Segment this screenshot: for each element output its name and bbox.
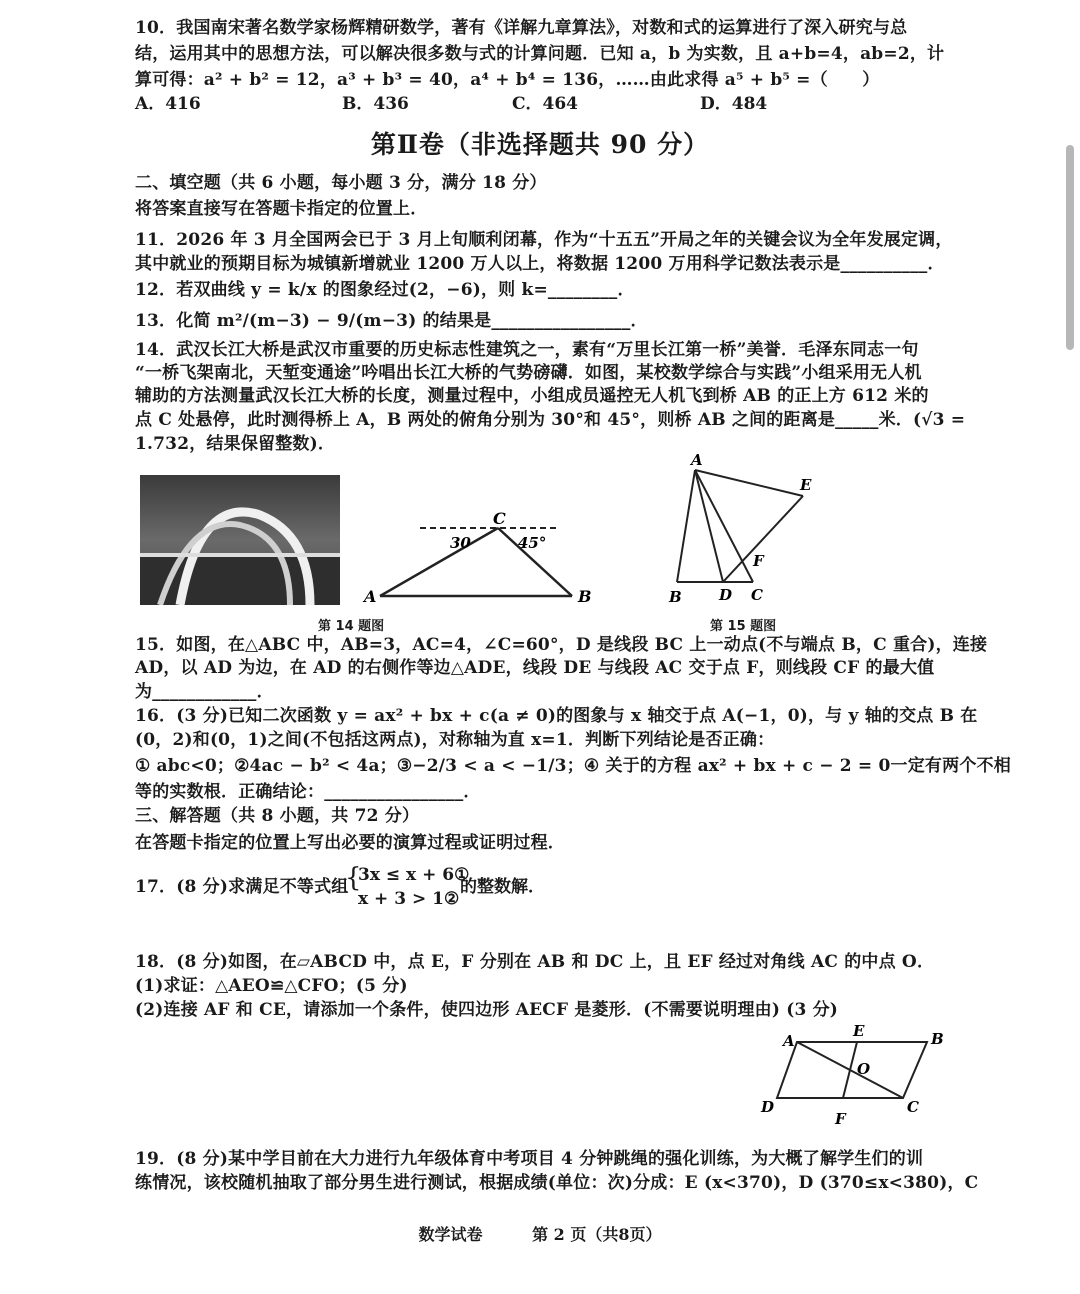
q10-option-a: A．416 — [135, 94, 201, 114]
fig18-label-a: A — [783, 1032, 795, 1050]
fig18-label-o: O — [857, 1060, 871, 1078]
fig14-angle-45: 45° — [518, 534, 547, 552]
q19-line1: 19．(8 分)某中学目前在大力进行九年级体育中考项目 4 分钟跳绳的强化训练，为大概了解学生们的训 — [135, 1149, 924, 1169]
fig15-label-a: A — [691, 451, 703, 469]
q16-line1: 16．(3 分)已知二次函数 y = ax² + bx + c(a ≠ 0)的图象与 x 轴交于点 A(−1，0)，与 y 轴的交点 B 在 — [135, 706, 978, 726]
fig15-caption: 第 15 题图 — [710, 619, 777, 634]
q11-line1: 11．2026 年 3 月全国两会已于 3 月上旬顺利闭幕，作为“十五五”开局之年的关键会议为全年发展定调， — [135, 230, 953, 250]
q10-option-b: B．436 — [342, 94, 409, 114]
footer-page-number: 第 2 页（共8页） — [532, 1225, 662, 1244]
q14-line3: 辅助的方法测量武汉长江大桥的长度，测量过程中，小组成员遥控无人机飞到桥 AB 的正上方 612 米的 — [135, 386, 929, 406]
q18-line2: (1)求证：△AEO≌△CFO；(5 分) — [135, 976, 408, 996]
fig15-label-b: B — [669, 588, 682, 606]
q12: 12．若双曲线 y = k/x 的图象经过(2，−6)，则 k=________． — [135, 280, 635, 300]
page-footer — [0, 1222, 1080, 1245]
q14-line5: 1.732，结果保留整数)． — [135, 434, 336, 454]
q14-line4: 点 C 处悬停，此时测得桥上 A，B 两处的俯角分别为 30°和 45°，则桥 AB 之间的距离是_____米．(√3 = — [135, 410, 966, 430]
fill-heading: 二、填空题（共 6 小题，每小题 3 分，满分 18 分） — [135, 173, 547, 193]
q10-line2: 结，运用其中的思想方法，可以解决很多数与式的计算问题．已知 a，b 为实数，且 a+b=4，ab=2，计 — [135, 44, 945, 64]
q14-line2: “一桥飞架南北，天堑变通途”吟唱出长江大桥的气势磅礴．如图，某校数学综合与实践”小组采用无人机 — [135, 363, 922, 383]
q17-inequality-2: x + 3 > 1② — [358, 889, 460, 909]
fig18-parallelogram — [755, 1020, 955, 1130]
fig15-label-e: E — [800, 476, 812, 494]
q17-prefix: 17．(8 分)求满足不等式组 — [135, 877, 349, 897]
q11-line2: 其中就业的预期目标为城镇新增就业 1200 万人以上，将数据 1200 万用科学记数法表示是__________． — [135, 254, 945, 274]
q10-option-d: D．484 — [700, 94, 768, 114]
section2-title: 第Ⅱ卷（非选择题共 90 分） — [370, 130, 710, 159]
q15-line1: 15．如图，在△ABC 中，AB=3，AC=4，∠C=60°，D 是线段 BC 上一动点(不与端点 B，C 重合)，连接 — [135, 635, 988, 655]
fig14-label-a: A — [364, 587, 377, 606]
fig15-label-c: C — [751, 586, 763, 604]
solve-heading: 三、解答题（共 8 小题，共 72 分） — [135, 806, 420, 826]
q17-inequality-1: 3x ≤ x + 6① — [358, 865, 470, 885]
fig18-label-e: E — [853, 1022, 865, 1040]
q15-line2: AD，以 AD 为边，在 AD 的右侧作等边△ADE，线段 DE 与线段 AC 交于点 F，则线段 CF 的最大值 — [135, 658, 935, 678]
q16-line3: ① abc<0；②4ac − b² < 4a；③−2/3 < a < −1/3；④ 关于的方程 ax² + bx + c − 2 = 0一定有两个不相 — [135, 756, 1011, 776]
fig18-label-f: F — [835, 1110, 846, 1128]
q17-suffix: 的整数解． — [460, 877, 545, 897]
fill-instruction: 将答案直接写在答题卡指定的位置上． — [135, 199, 428, 219]
fig14-triangle — [360, 510, 590, 610]
q16-line4: 等的实数根．正确结论：________________． — [135, 782, 481, 802]
fig18-label-d: D — [761, 1098, 775, 1116]
q10-line3: 算可得：a² + b² = 12，a³ + b³ = 40，a⁴ + b⁴ = 136，……由此求得 a⁵ + b⁵ =（ ） — [135, 70, 880, 90]
fig14-caption: 第 14 题图 — [318, 619, 385, 634]
q14-line1: 14．武汉长江大桥是武汉市重要的历史标志性建筑之一，素有“万里长江第一桥”美誉．毛泽东同志一句 — [135, 340, 919, 360]
fig15-label-d: D — [719, 586, 733, 604]
solve-instruction: 在答题卡指定的位置上写出必要的演算过程或证明过程． — [135, 833, 565, 853]
q16-line2: (0，2)和(0，1)之间(不包括这两点)，对称轴为直 x=1．判断下列结论是否正确： — [135, 730, 775, 750]
fig18-label-b: B — [931, 1030, 944, 1048]
q15-line3: 为____________． — [135, 682, 274, 702]
bridge-photo — [140, 475, 340, 605]
footer-subject: 数学试卷 — [418, 1225, 483, 1244]
q18-line1: 18．(8 分)如图，在▱ABCD 中，点 E，F 分别在 AB 和 DC 上，且 EF 经过对角线 AC 的中点 O． — [135, 952, 935, 972]
scrollbar[interactable] — [1066, 145, 1074, 350]
q10-line1: 10．我国南宋著名数学家杨辉精研数学，著有《详解九章算法》，对数和式的运算进行了深入研究与总 — [135, 18, 908, 38]
q17-brace: { — [345, 863, 362, 893]
q19-line2: 练情况，该校随机抽取了部分男生进行测试，根据成绩(单位：次)分成：E (x<370)，D (370≤x<380)，C — [135, 1173, 979, 1193]
fig14-label-b: B — [578, 587, 592, 606]
fig18-label-c: C — [907, 1098, 919, 1116]
q18-line3: (2)连接 AF 和 CE，请添加一个条件，使四边形 AECF 是菱形．(不需要说明理由) (3 分) — [135, 1000, 839, 1020]
q13: 13．化简 m²/(m−3) − 9/(m−3) 的结果是________________． — [135, 311, 648, 331]
q10-option-c: C．464 — [512, 94, 579, 114]
fig14-label-c: C — [493, 509, 506, 528]
fig14-angle-30: 30 — [450, 534, 471, 552]
fig15-diagram — [665, 450, 825, 610]
fig15-label-f: F — [753, 552, 764, 570]
